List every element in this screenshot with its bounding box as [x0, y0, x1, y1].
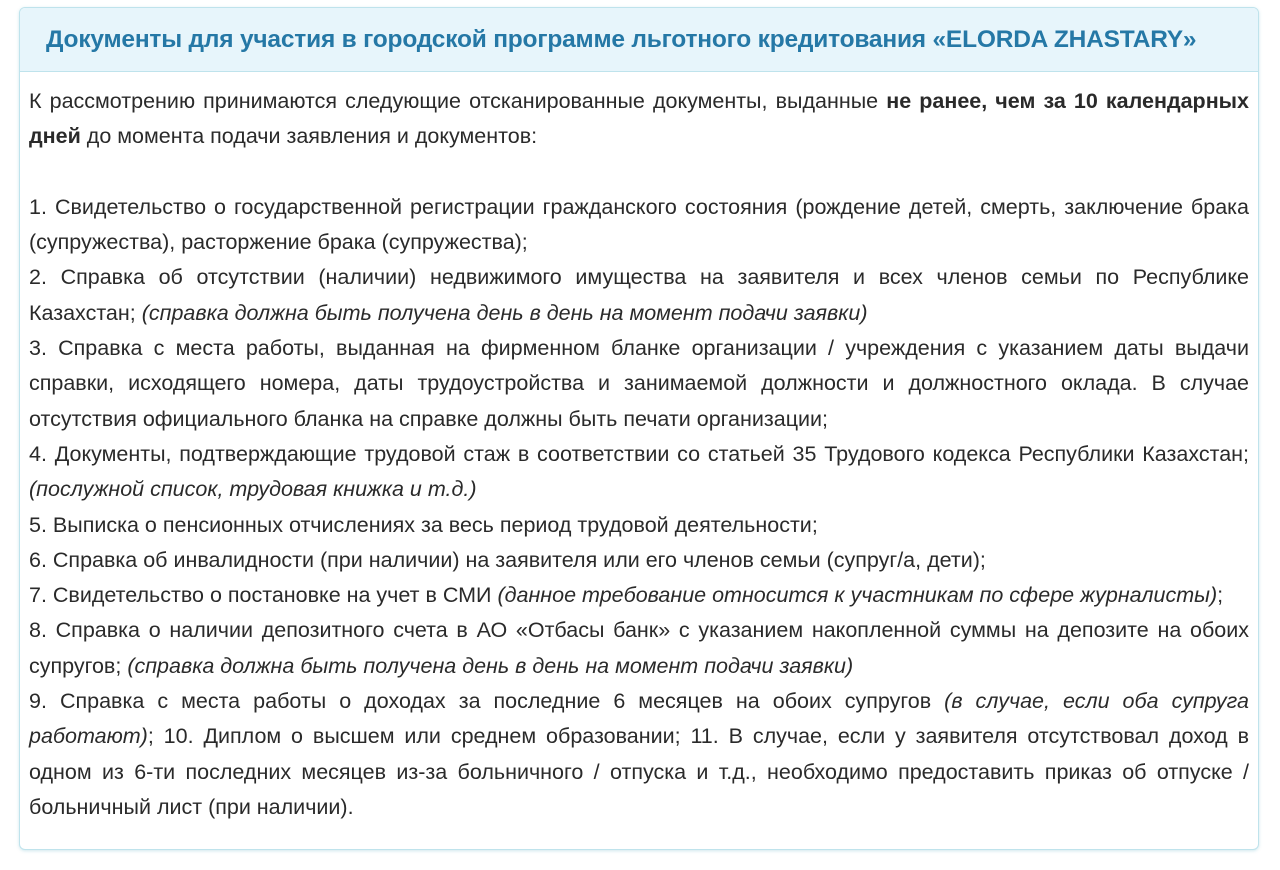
list-item — [29, 260, 1249, 331]
intro-text-before: К рассмотрению принимаются следующие отсканированные документы, выданные — [29, 89, 887, 113]
documents-panel — [19, 7, 1259, 850]
intro-paragraph — [29, 84, 1249, 155]
list-item-text: 5. Выписка о пенсионных отчислениях за весь период трудовой деятельности; — [29, 512, 818, 537]
list-item — [29, 578, 1249, 613]
list-item — [29, 190, 1249, 261]
panel-body — [20, 72, 1258, 825]
list-item-note: (справка должна быть получена день в день на момент подачи заявки) — [141, 300, 868, 325]
panel-title: Документы для участия в городской программе льготного кредитования «ELORDA ZHASTARY» — [46, 26, 1197, 53]
intro-bold-text: не ранее, чем за 10 календарных дней — [29, 89, 1249, 149]
list-item-text: 6. Справка об инвалидности (при наличии) на заявителя или его членов семьи (супруг/а, дети); — [29, 547, 986, 572]
list-item — [29, 684, 1249, 825]
list-item-text: 3. Справка с места работы, выданная на фирменном бланке организации / учреждения с указанием даты выдачи справки, исходящего номера, даты трудоустройства и занимаемой должности и должностного оклада. В случае отсутствия официального бланка на справке должны быть печати организации; — [29, 336, 1249, 431]
list-item-text-after: ; 10. Диплом о высшем или среднем образовании; 11. В случае, если у заявителя отсутствовал доход в одном из 6-ти последних месяцев из-за больничного / отпуска и т.д., необходимо предоставить приказ об отпуске / больничный лист (при наличии). — [29, 724, 1249, 819]
panel-header — [20, 8, 1258, 72]
list-item-text: 1. Свидетельство о государственной регистрации гражданского состояния (рождение детей, смерть, заключение брака (супружества), расторжение брака (супружества); — [29, 194, 1249, 255]
intro-text-after: до момента подачи заявления и документов: — [80, 124, 538, 149]
list-item-text: 4. Документы, подтверждающие трудовой стаж в соответствии со статьей 35 Трудового кодекса Республики Казахстан; — [29, 441, 1249, 466]
list-item — [29, 613, 1249, 684]
list-item-note: (послужной список, трудовая книжка и т.д.) — [29, 477, 477, 502]
list-item-text: 8. Справка о наличии депозитного счета в АО «Отбасы банк» с указанием накопленной суммы на депозите на обоих супругов; — [29, 618, 1249, 678]
list-item-text: 2. Справка об отсутствии (наличии) недвижимого имущества на заявителя и всех членов семьи по Республике Казахстан; — [29, 265, 1249, 325]
list-item — [29, 437, 1249, 508]
list-item-text-after: ; — [1217, 583, 1224, 608]
list-item-note: (в случае, если оба супруга работают) — [29, 689, 1249, 749]
list-item-text: 7. Свидетельство о постановке на учет в СМИ — [29, 583, 498, 608]
list-item-note: (данное требование относится к участникам по сфере журналисты) — [497, 583, 1218, 608]
list-item — [29, 508, 1249, 543]
list-item — [29, 543, 1249, 578]
list-item — [29, 331, 1249, 437]
list-item-note: (справка должна быть получена день в день на момент подачи заявки) — [127, 653, 854, 678]
list-item-text: 9. Справка с места работы о доходах за последние 6 месяцев на обоих супругов — [29, 689, 945, 714]
